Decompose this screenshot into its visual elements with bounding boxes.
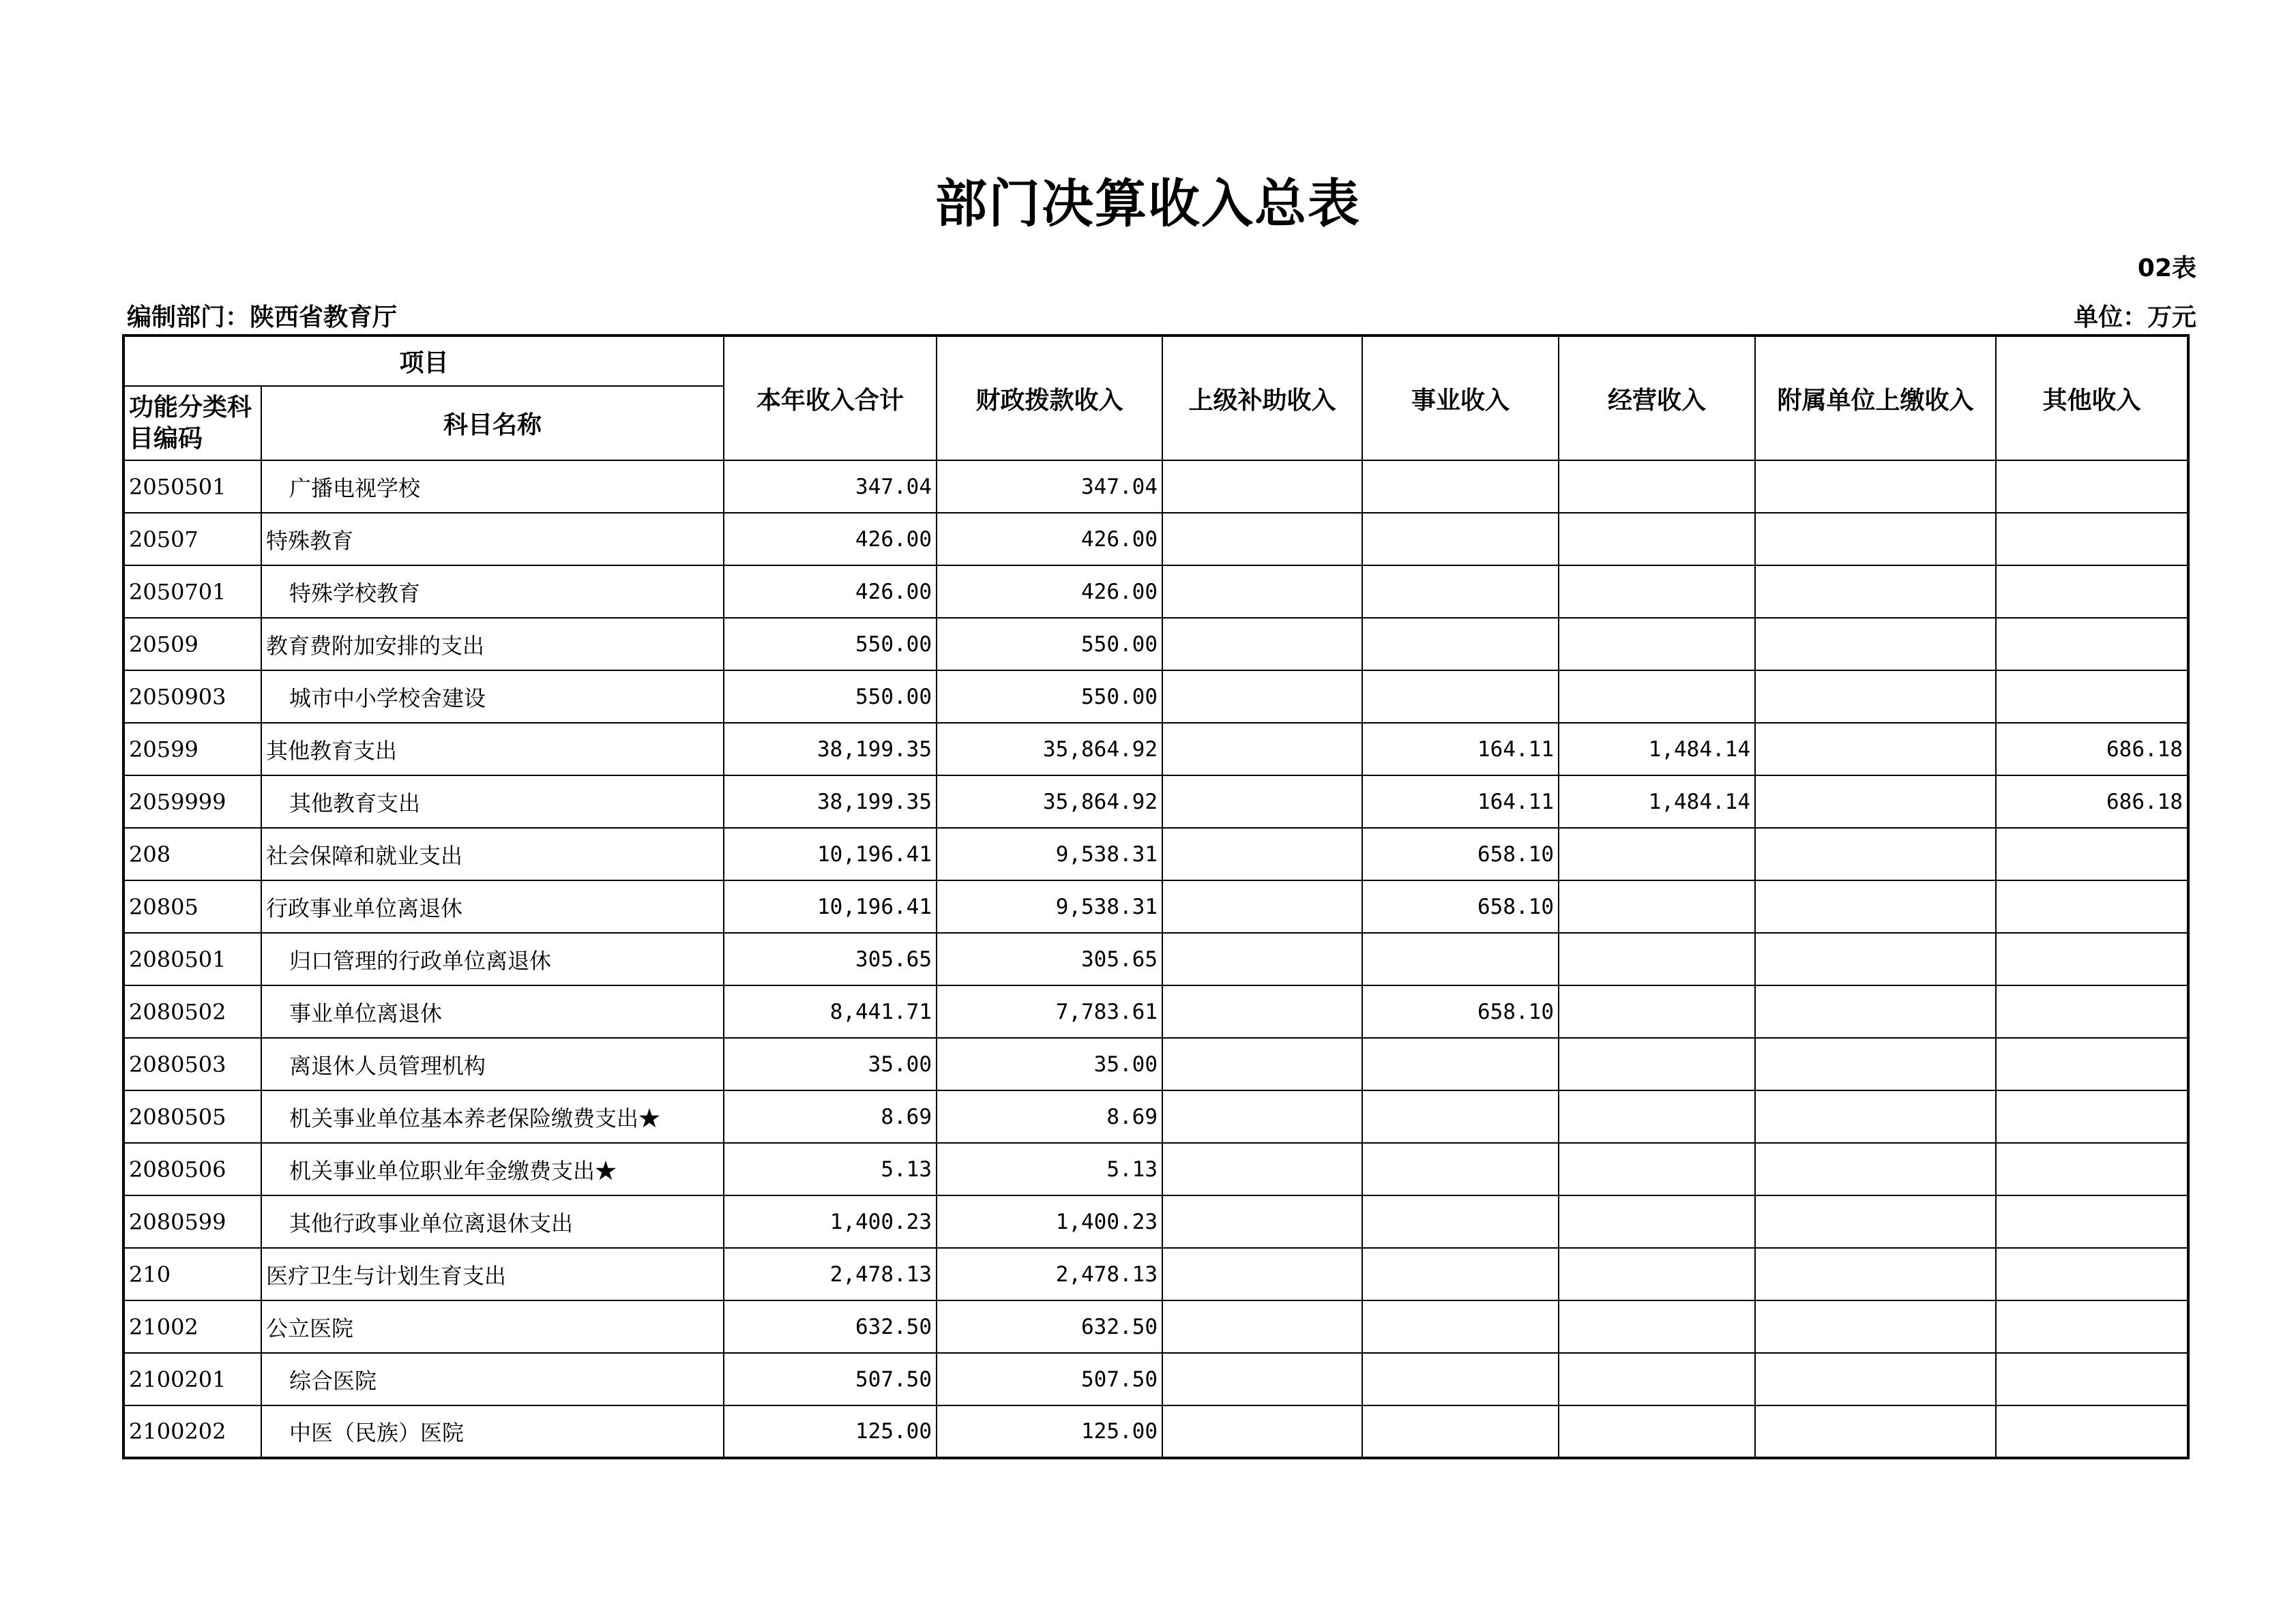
cell-affiliated xyxy=(1755,1038,1996,1090)
header-name: 科目名称 xyxy=(261,386,724,460)
cell-affiliated xyxy=(1755,985,1996,1038)
cell-name: 综合医院 xyxy=(261,1353,724,1405)
cell-fiscal: 35,864.92 xyxy=(937,723,1162,775)
table-row xyxy=(123,985,2188,1038)
cell-affiliated xyxy=(1755,1143,1996,1195)
cell-fiscal: 9,538.31 xyxy=(937,828,1162,880)
cell-business xyxy=(1362,1090,1559,1143)
cell-business xyxy=(1362,1038,1559,1090)
table-row xyxy=(123,670,2188,723)
cell-other xyxy=(1996,985,2188,1038)
cell-affiliated xyxy=(1755,1300,1996,1353)
cell-code: 2100202 xyxy=(123,1405,261,1458)
cell-operating xyxy=(1559,985,1755,1038)
cell-code: 2080502 xyxy=(123,985,261,1038)
cell-total: 507.50 xyxy=(724,1353,937,1405)
cell-code: 2080505 xyxy=(123,1090,261,1143)
header-other: 其他收入 xyxy=(1996,336,2188,460)
table-row xyxy=(123,1195,2188,1248)
cell-total: 10,196.41 xyxy=(724,828,937,880)
cell-code: 210 xyxy=(123,1248,261,1300)
cell-affiliated xyxy=(1755,1195,1996,1248)
cell-other xyxy=(1996,460,2188,513)
cell-affiliated xyxy=(1755,670,1996,723)
cell-fiscal: 5.13 xyxy=(937,1143,1162,1195)
cell-operating: 1,484.14 xyxy=(1559,775,1755,828)
cell-superior xyxy=(1162,670,1362,723)
cell-name: 城市中小学校舍建设 xyxy=(261,670,724,723)
cell-fiscal: 2,478.13 xyxy=(937,1248,1162,1300)
cell-superior xyxy=(1162,513,1362,565)
cell-other xyxy=(1996,1405,2188,1458)
cell-total: 38,199.35 xyxy=(724,775,937,828)
cell-name: 公立医院 xyxy=(261,1300,724,1353)
cell-affiliated xyxy=(1755,775,1996,828)
cell-total: 5.13 xyxy=(724,1143,937,1195)
cell-other: 686.18 xyxy=(1996,775,2188,828)
cell-superior xyxy=(1162,1353,1362,1405)
cell-business xyxy=(1362,1248,1559,1300)
cell-operating xyxy=(1559,1090,1755,1143)
cell-affiliated xyxy=(1755,880,1996,933)
cell-superior xyxy=(1162,1248,1362,1300)
cell-business xyxy=(1362,1195,1559,1248)
cell-other xyxy=(1996,513,2188,565)
cell-total: 426.00 xyxy=(724,565,937,618)
cell-operating xyxy=(1559,460,1755,513)
cell-total: 2,478.13 xyxy=(724,1248,937,1300)
cell-operating xyxy=(1559,1405,1755,1458)
table-number: 02表 xyxy=(2137,254,2196,282)
cell-total: 347.04 xyxy=(724,460,937,513)
department-label: 编制部门：陕西省教育厅 xyxy=(127,303,398,331)
cell-superior xyxy=(1162,723,1362,775)
table-row xyxy=(123,828,2188,880)
cell-affiliated xyxy=(1755,1353,1996,1405)
cell-code: 2059999 xyxy=(123,775,261,828)
cell-operating: 1,484.14 xyxy=(1559,723,1755,775)
cell-superior xyxy=(1162,1038,1362,1090)
income-summary-table xyxy=(122,334,2190,1459)
cell-operating xyxy=(1559,618,1755,670)
unit-label: 单位：万元 xyxy=(2073,303,2196,331)
header-total: 本年收入合计 xyxy=(724,336,937,460)
cell-name: 其他教育支出 xyxy=(261,723,724,775)
cell-name: 归口管理的行政单位离退休 xyxy=(261,933,724,985)
cell-name: 机关事业单位职业年金缴费支出★ xyxy=(261,1143,724,1195)
cell-total: 305.65 xyxy=(724,933,937,985)
cell-fiscal: 9,538.31 xyxy=(937,880,1162,933)
cell-total: 8,441.71 xyxy=(724,985,937,1038)
cell-other xyxy=(1996,670,2188,723)
cell-business: 164.11 xyxy=(1362,723,1559,775)
cell-operating xyxy=(1559,1143,1755,1195)
cell-code: 2050903 xyxy=(123,670,261,723)
cell-business: 658.10 xyxy=(1362,985,1559,1038)
cell-fiscal: 35.00 xyxy=(937,1038,1162,1090)
cell-code: 21002 xyxy=(123,1300,261,1353)
header-superior: 上级补助收入 xyxy=(1162,336,1362,460)
cell-code: 20507 xyxy=(123,513,261,565)
cell-code: 2100201 xyxy=(123,1353,261,1405)
cell-total: 426.00 xyxy=(724,513,937,565)
cell-business: 658.10 xyxy=(1362,880,1559,933)
cell-other xyxy=(1996,880,2188,933)
cell-other xyxy=(1996,1195,2188,1248)
cell-fiscal: 35,864.92 xyxy=(937,775,1162,828)
cell-total: 125.00 xyxy=(724,1405,937,1458)
table-row xyxy=(123,1038,2188,1090)
cell-name: 其他教育支出 xyxy=(261,775,724,828)
header-code: 功能分类科目编码 xyxy=(123,386,261,460)
cell-operating xyxy=(1559,880,1755,933)
table-body xyxy=(123,460,2188,1458)
table-row xyxy=(123,1143,2188,1195)
cell-name: 其他行政事业单位离退休支出 xyxy=(261,1195,724,1248)
cell-superior xyxy=(1162,565,1362,618)
cell-other xyxy=(1996,618,2188,670)
table-row xyxy=(123,618,2188,670)
cell-other xyxy=(1996,933,2188,985)
cell-code: 208 xyxy=(123,828,261,880)
cell-other xyxy=(1996,1038,2188,1090)
header-affiliated: 附属单位上缴收入 xyxy=(1755,336,1996,460)
table-row xyxy=(123,513,2188,565)
cell-name: 事业单位离退休 xyxy=(261,985,724,1038)
cell-superior xyxy=(1162,460,1362,513)
header-business: 事业收入 xyxy=(1362,336,1559,460)
cell-superior xyxy=(1162,828,1362,880)
cell-total: 550.00 xyxy=(724,670,937,723)
table-row xyxy=(123,933,2188,985)
cell-code: 2080599 xyxy=(123,1195,261,1248)
cell-affiliated xyxy=(1755,723,1996,775)
cell-superior xyxy=(1162,1143,1362,1195)
header-project: 项目 xyxy=(123,336,724,386)
cell-fiscal: 426.00 xyxy=(937,565,1162,618)
cell-superior xyxy=(1162,618,1362,670)
cell-affiliated xyxy=(1755,1090,1996,1143)
table-row xyxy=(123,1090,2188,1143)
cell-business xyxy=(1362,565,1559,618)
cell-code: 2050701 xyxy=(123,565,261,618)
cell-business xyxy=(1362,1405,1559,1458)
cell-superior xyxy=(1162,880,1362,933)
cell-affiliated xyxy=(1755,933,1996,985)
cell-total: 1,400.23 xyxy=(724,1195,937,1248)
cell-name: 行政事业单位离退休 xyxy=(261,880,724,933)
cell-operating xyxy=(1559,565,1755,618)
cell-affiliated xyxy=(1755,565,1996,618)
cell-other xyxy=(1996,1300,2188,1353)
cell-superior xyxy=(1162,1300,1362,1353)
cell-business xyxy=(1362,513,1559,565)
cell-other xyxy=(1996,1248,2188,1300)
cell-fiscal: 550.00 xyxy=(937,670,1162,723)
cell-name: 特殊学校教育 xyxy=(261,565,724,618)
cell-operating xyxy=(1559,1248,1755,1300)
cell-code: 20599 xyxy=(123,723,261,775)
cell-business xyxy=(1362,460,1559,513)
cell-code: 2050501 xyxy=(123,460,261,513)
cell-fiscal: 305.65 xyxy=(937,933,1162,985)
table-row xyxy=(123,460,2188,513)
cell-fiscal: 550.00 xyxy=(937,618,1162,670)
cell-business xyxy=(1362,933,1559,985)
cell-business xyxy=(1362,670,1559,723)
cell-other: 686.18 xyxy=(1996,723,2188,775)
cell-operating xyxy=(1559,933,1755,985)
cell-fiscal: 347.04 xyxy=(937,460,1162,513)
cell-operating xyxy=(1559,828,1755,880)
cell-fiscal: 632.50 xyxy=(937,1300,1162,1353)
cell-other xyxy=(1996,1090,2188,1143)
page-title: 部门决算收入总表 xyxy=(935,173,1361,234)
cell-fiscal: 8.69 xyxy=(937,1090,1162,1143)
cell-fiscal: 426.00 xyxy=(937,513,1162,565)
cell-name: 教育费附加安排的支出 xyxy=(261,618,724,670)
cell-total: 38,199.35 xyxy=(724,723,937,775)
cell-superior xyxy=(1162,1090,1362,1143)
cell-code: 2080501 xyxy=(123,933,261,985)
cell-business xyxy=(1362,1353,1559,1405)
cell-name: 医疗卫生与计划生育支出 xyxy=(261,1248,724,1300)
cell-fiscal: 1,400.23 xyxy=(937,1195,1162,1248)
cell-affiliated xyxy=(1755,618,1996,670)
cell-business: 658.10 xyxy=(1362,828,1559,880)
cell-affiliated xyxy=(1755,1248,1996,1300)
cell-code: 2080506 xyxy=(123,1143,261,1195)
cell-name: 广播电视学校 xyxy=(261,460,724,513)
table-row xyxy=(123,1353,2188,1405)
cell-superior xyxy=(1162,1195,1362,1248)
cell-other xyxy=(1996,565,2188,618)
cell-business xyxy=(1362,1143,1559,1195)
table-row xyxy=(123,723,2188,775)
table-row xyxy=(123,565,2188,618)
cell-business xyxy=(1362,618,1559,670)
cell-name: 社会保障和就业支出 xyxy=(261,828,724,880)
cell-code: 2080503 xyxy=(123,1038,261,1090)
table-row xyxy=(123,1405,2188,1458)
cell-name: 机关事业单位基本养老保险缴费支出★ xyxy=(261,1090,724,1143)
cell-code: 20509 xyxy=(123,618,261,670)
cell-total: 550.00 xyxy=(724,618,937,670)
cell-total: 10,196.41 xyxy=(724,880,937,933)
cell-operating xyxy=(1559,1353,1755,1405)
cell-business: 164.11 xyxy=(1362,775,1559,828)
cell-superior xyxy=(1162,933,1362,985)
cell-fiscal: 125.00 xyxy=(937,1405,1162,1458)
cell-other xyxy=(1996,1143,2188,1195)
table-row xyxy=(123,1300,2188,1353)
cell-total: 8.69 xyxy=(724,1090,937,1143)
header-fiscal: 财政拨款收入 xyxy=(937,336,1162,460)
cell-operating xyxy=(1559,1038,1755,1090)
cell-affiliated xyxy=(1755,513,1996,565)
cell-affiliated xyxy=(1755,460,1996,513)
cell-name: 中医（民族）医院 xyxy=(261,1405,724,1458)
table-row xyxy=(123,1248,2188,1300)
cell-operating xyxy=(1559,1300,1755,1353)
cell-total: 35.00 xyxy=(724,1038,937,1090)
cell-total: 632.50 xyxy=(724,1300,937,1353)
cell-affiliated xyxy=(1755,828,1996,880)
cell-name: 特殊教育 xyxy=(261,513,724,565)
cell-name: 离退休人员管理机构 xyxy=(261,1038,724,1090)
cell-fiscal: 7,783.61 xyxy=(937,985,1162,1038)
table-row xyxy=(123,775,2188,828)
cell-fiscal: 507.50 xyxy=(937,1353,1162,1405)
cell-superior xyxy=(1162,775,1362,828)
cell-affiliated xyxy=(1755,1405,1996,1458)
cell-superior xyxy=(1162,985,1362,1038)
cell-business xyxy=(1362,1300,1559,1353)
cell-operating xyxy=(1559,1195,1755,1248)
cell-code: 20805 xyxy=(123,880,261,933)
cell-other xyxy=(1996,1353,2188,1405)
cell-operating xyxy=(1559,670,1755,723)
cell-operating xyxy=(1559,513,1755,565)
cell-superior xyxy=(1162,1405,1362,1458)
cell-other xyxy=(1996,828,2188,880)
header-operating: 经营收入 xyxy=(1559,336,1755,460)
table-row xyxy=(123,880,2188,933)
